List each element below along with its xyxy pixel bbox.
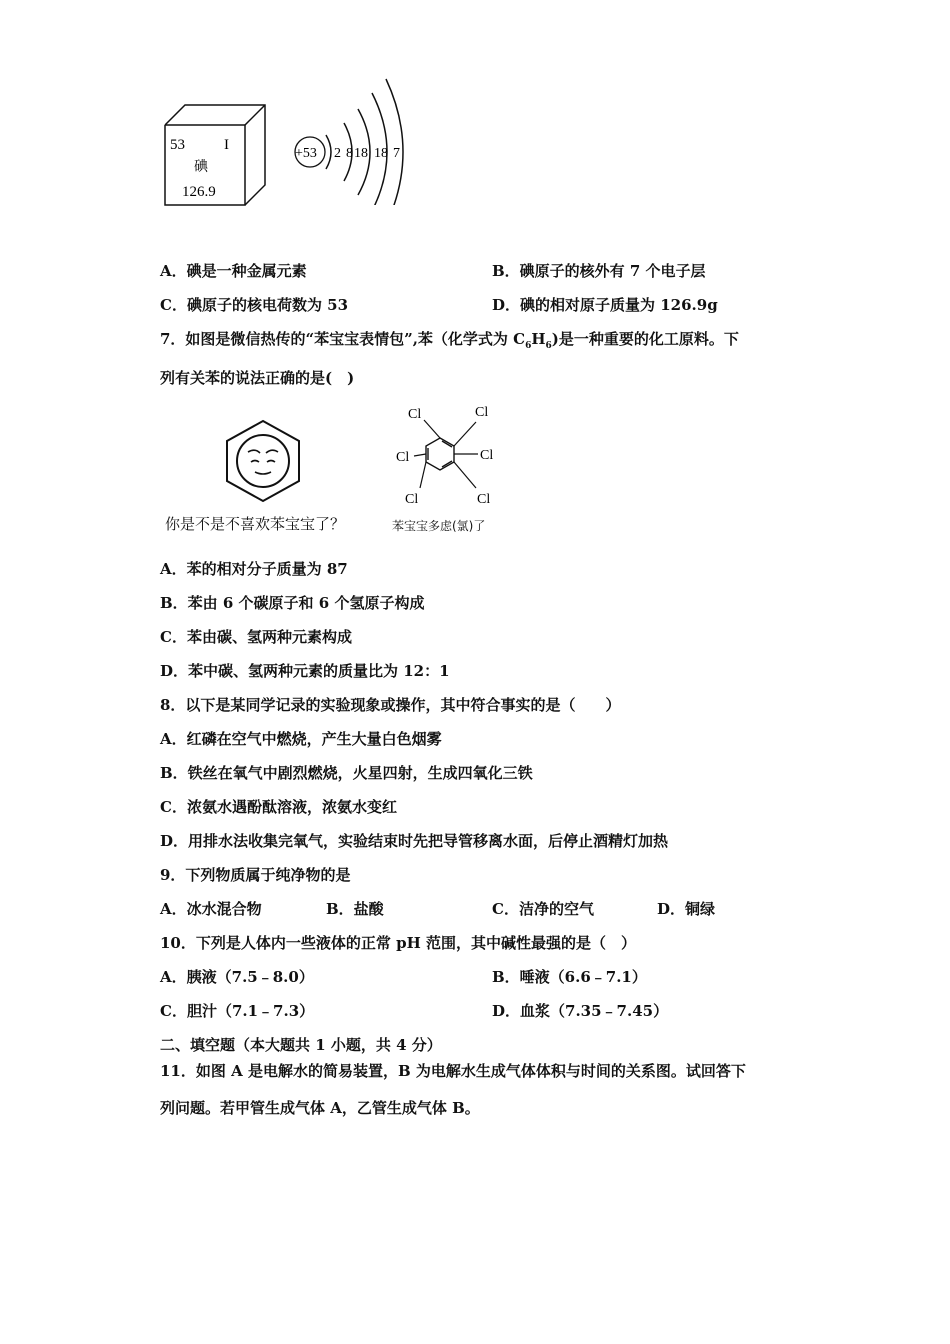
q8-option-a: A．红磷在空气中燃烧，产生大量白色烟雾 [160,730,442,748]
cl-bottom-left: Cl [405,492,419,507]
caption-right: 苯宝宝多虑(氯)了 [392,519,486,533]
iodine-element-box [160,100,275,210]
q10-stem: 10．下列是人体内一些液体的正常 pH 范围，其中碱性最强的是（ ） [160,934,636,952]
atomic-mass: 126.9 [182,184,216,200]
iodine-atom-structure [290,75,420,205]
q6-option-d: D．碘的相对原子质量为 126.9g [492,296,718,314]
nucleus-charge: +53 [295,146,317,161]
q10-option-b: B．唾液（6.6﹣7.1） [492,968,647,986]
q7-option-d: D．苯中碳、氢两种元素的质量比为 12：1 [160,662,450,680]
cl-top-right: Cl [475,405,489,420]
q8-option-d: D．用排水法收集完氧气，实验结束时先把导管移离水面，后停止酒精灯加热 [160,832,669,850]
q8-stem: 8．以下是某同学记录的实验现象或操作，其中符合事实的是（ ） [160,696,621,714]
cl-right: Cl [480,448,494,463]
q11-line2: 列问题。若甲管生成气体 A，乙管生成气体 B。 [160,1099,480,1117]
shell-3: 18 [354,146,368,161]
q9-stem: 9．下列物质属于纯净物的是 [160,866,351,884]
element-symbol: I [224,137,229,153]
q10-option-c: C．胆汁（7.1﹣7.3） [160,1002,315,1020]
benzene-smiley-figure [222,418,304,504]
element-name: 碘 [194,160,208,175]
q7-option-b: B．苯由 6 个碳原子和 6 个氢原子构成 [160,594,425,612]
q7-option-c: C．苯由碳、氢两种元素构成 [160,628,352,646]
q8-option-c: C．浓氨水遇酚酞溶液，浓氨水变红 [160,798,397,816]
shell-2: 8 [346,146,353,161]
q9-option-d: D．铜绿 [657,900,716,918]
q7-stem-line1: 7．如图是微信热传的“苯宝宝表情包”,苯（化学式为 $C_6H_6$)是一种重要的化工原料。下 [160,330,739,351]
q6-option-a: A．碘是一种金属元素 [160,262,307,280]
caption-left: 你是不是不喜欢苯宝宝了？ [165,515,346,533]
q6-option-b: B．碘原子的核外有 7 个电子层 [492,262,706,280]
shell-4: 18 [374,146,388,161]
q8-option-b: B．铁丝在氧气中剧烈燃烧，火星四射，生成四氧化三铁 [160,764,533,782]
q6-option-c: C．碘原子的核电荷数为 53 [160,296,349,314]
cl-bottom-right: Cl [477,492,491,507]
shell-5: 7 [393,146,400,161]
q9-option-c: C．洁净的空气 [492,900,594,918]
cl-left: Cl [396,450,410,465]
q9-option-b: B．盐酸 [326,900,384,918]
shell-1: 2 [334,146,341,161]
q7-stem-line2: 列有关苯的说法正确的是( ) [160,369,355,387]
q7-option-a: A．苯的相对分子质量为 87 [160,560,348,578]
cl-top-left: Cl [408,407,422,422]
q9-option-a: A．冰水混合物 [160,900,262,918]
hexachlorobenzene-figure [392,400,504,512]
q10-option-d: D．血浆（7.35﹣7.45） [492,1002,669,1020]
section-heading: 二、填空题（本大题共 1 小题，共 4 分） [160,1036,442,1054]
atomic-number: 53 [170,137,185,153]
q11-line1: 11．如图 A 是电解水的简易装置，B 为电解水生成气体体积与时间的关系图。试回答下 [160,1062,746,1080]
q10-option-a: A．胰液（7.5﹣8.0） [160,968,314,986]
